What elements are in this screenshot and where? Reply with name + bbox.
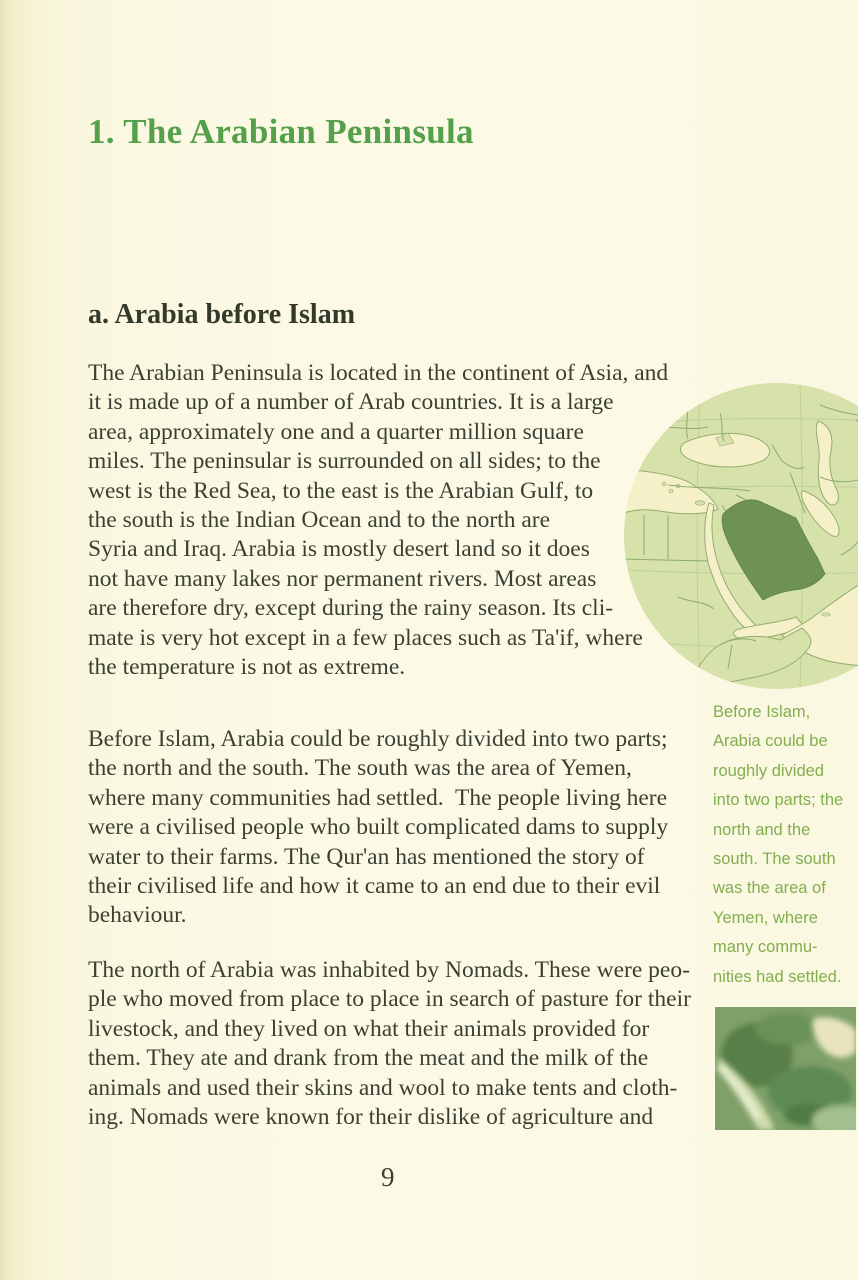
text-line: The north of Arabia was inhabited by Nomads. These were peo- [88, 957, 690, 983]
text-line: Before Islam, Arabia could be roughly divided into two parts; [88, 726, 668, 752]
text-line: are therefore dry, except during the rainy season. Its cli- [88, 595, 614, 622]
sidebar-line: Before Islam, [713, 703, 811, 721]
sidebar-line: north and the [713, 820, 811, 839]
text-line: area, approximately one and a quarter million square [88, 418, 584, 445]
text-line: west is the Red Sea, to the east is the Arabian Gulf, to [88, 477, 594, 504]
text-line: livestock, and they lived on what their animals provided for [88, 1015, 650, 1042]
text-line: were a civilised people who built complicated dams to supply [88, 814, 669, 841]
text-line: not have many lakes nor permanent rivers. Most areas [88, 565, 597, 592]
sidebar-line: roughly divided [713, 761, 824, 780]
sidebar-line: many commu- [713, 938, 818, 957]
text-line: ple who moved from place to place in search of pasture for their [88, 986, 691, 1013]
paragraph-3 [88, 956, 691, 1132]
text-line: the north and the south. The south was the area of Yemen, [88, 755, 632, 782]
sidebar-note [713, 698, 858, 992]
text-line: the south is the Indian Ocean and to the north are [88, 506, 551, 533]
sidebar-line: into two parts; the [713, 791, 844, 810]
text-line: miles. The peninsular is surrounded on all sides; to the [88, 448, 601, 475]
text-line: behaviour. [88, 902, 187, 929]
page-number: 9 [381, 1162, 395, 1192]
paragraph-2 [88, 725, 668, 931]
paragraph-1 [88, 359, 668, 682]
text-line: it is made up of a number of Arab countries. It is a large [88, 389, 614, 416]
sidebar-line: was the area of [713, 879, 826, 898]
text-line: ing. Nomads were known for their dislike of agriculture and [88, 1103, 654, 1130]
sidebar-line: nities had settled. [713, 967, 842, 986]
satellite-image [715, 1007, 856, 1130]
text-line: mate is very hot except in a few places such as Ta'if, where [88, 624, 643, 651]
text-line: them. They ate and drank from the meat and the milk of the [88, 1045, 649, 1072]
text-line: the temperature is not as extreme. [88, 653, 406, 680]
text-line: The Arabian Peninsula is located in the continent of Asia, and [88, 360, 669, 386]
section-heading: a. Arabia before Islam [88, 299, 356, 330]
sidebar-line: Yemen, where [713, 908, 818, 927]
text-line: Syria and Iraq. Arabia is mostly desert land so it does [88, 536, 590, 563]
sidebar-line: Arabia could be [713, 732, 828, 751]
text-line: their civilised life and how it came to an end due to their evil [88, 872, 661, 899]
text-line: where many communities had settled. The people living here [88, 784, 668, 811]
text-line: water to their farms. The Qur'an has mentioned the story of [88, 843, 645, 870]
satellite-graphic [715, 1007, 856, 1130]
chapter-title: 1. The Arabian Peninsula [88, 112, 474, 151]
sidebar-line: south. The south [713, 849, 836, 868]
text-line: animals and used their skins and wool to make tents and cloth- [88, 1074, 678, 1101]
